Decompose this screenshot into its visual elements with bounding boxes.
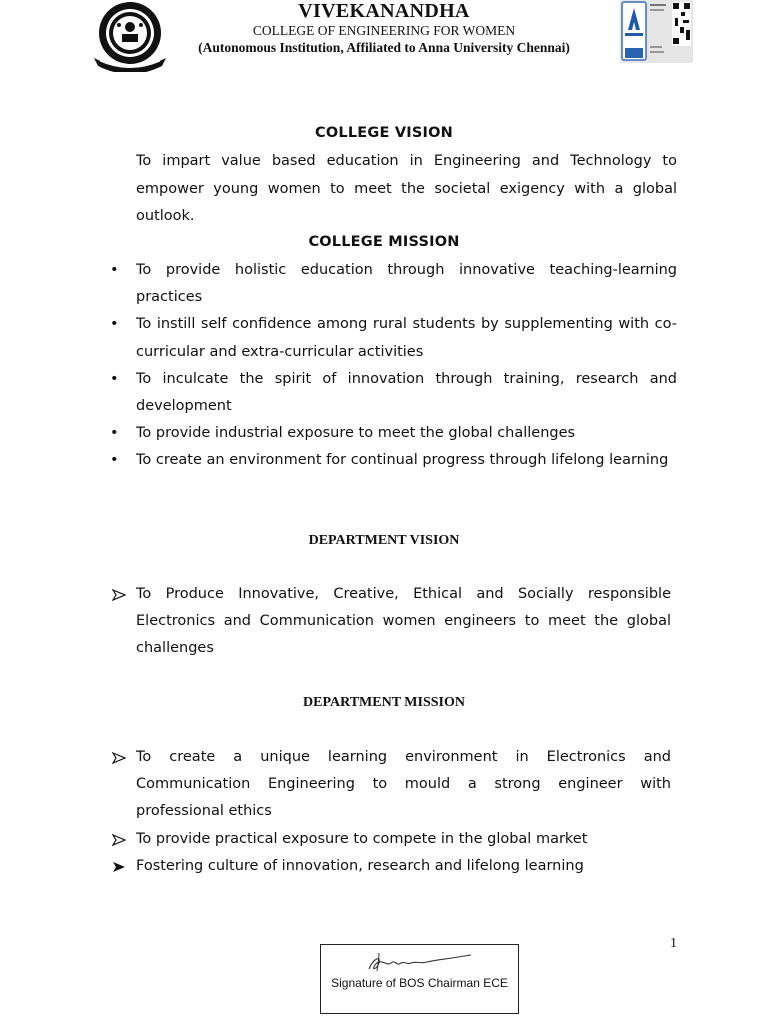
college-mission-heading: COLLEGE MISSION [308,234,460,250]
bullet-icon: • [110,370,119,387]
bullet-icon: • [110,316,119,333]
college-mission-list [110,257,677,475]
page-number: 1 [670,936,677,951]
signature-label: Signature of BOS Chairman ECE [331,976,508,990]
college-vision-paragraph: To impart value based education in Engineering and Technology to empower young women to meet the societal exigency with a global outlook. [136,153,677,224]
list-item: • To create an environment for continual progress through lifelong learning [136,447,677,474]
list-item: To provide practical exposure to compete in the global market [136,826,671,853]
arrow-bullet-icon [112,834,126,846]
tuv-certification-badge-icon [620,0,693,63]
document-header [0,0,768,72]
arrow-bullet-icon [112,752,126,764]
department-vision-heading: DEPARTMENT VISION [308,533,460,548]
institution-subtitle: COLLEGE OF ENGINEERING FOR WOMEN [252,23,516,38]
arrow-bullet-icon [112,589,126,601]
bullet-icon: • [110,262,119,278]
department-mission-list [136,744,671,880]
arrow-bullet-icon [112,861,126,873]
list-item: To create a unique learning environment in Electronics and Communication Engineering to mould a strong engineer with professional ethics [136,744,671,826]
institution-name: VIVEKANANDHA [298,0,470,22]
department-vision-list [136,581,671,663]
bullet-icon: • [110,452,119,469]
bullet-icon: • [110,425,119,442]
department-mission-heading: DEPARTMENT MISSION [303,695,465,710]
list-item: Fostering culture of innovation, research and lifelong learning [136,853,671,880]
college-vision-heading: COLLEGE VISION [315,125,453,141]
college-vision-text [91,148,677,231]
list-item: • To instill self confidence among rural students by supplementing with co-curricular and extra-curricular activities [136,311,677,365]
institution-affiliation: (Autonomous Institution, Affiliated to Anna University Chennai) [198,40,570,55]
signature-box [320,944,519,1014]
list-item: • To provide industrial exposure to meet the global challenges [136,420,677,447]
list-item: • To provide holistic education through innovative teaching-learning practices [136,257,677,311]
list-item: • To inculcate the spirit of innovation through training, research and development [136,366,677,420]
list-item: To Produce Innovative, Creative, Ethical and Socially responsible Electronics and Communication women engineers to meet the global challenges [136,581,671,663]
handwritten-signature [361,949,481,975]
